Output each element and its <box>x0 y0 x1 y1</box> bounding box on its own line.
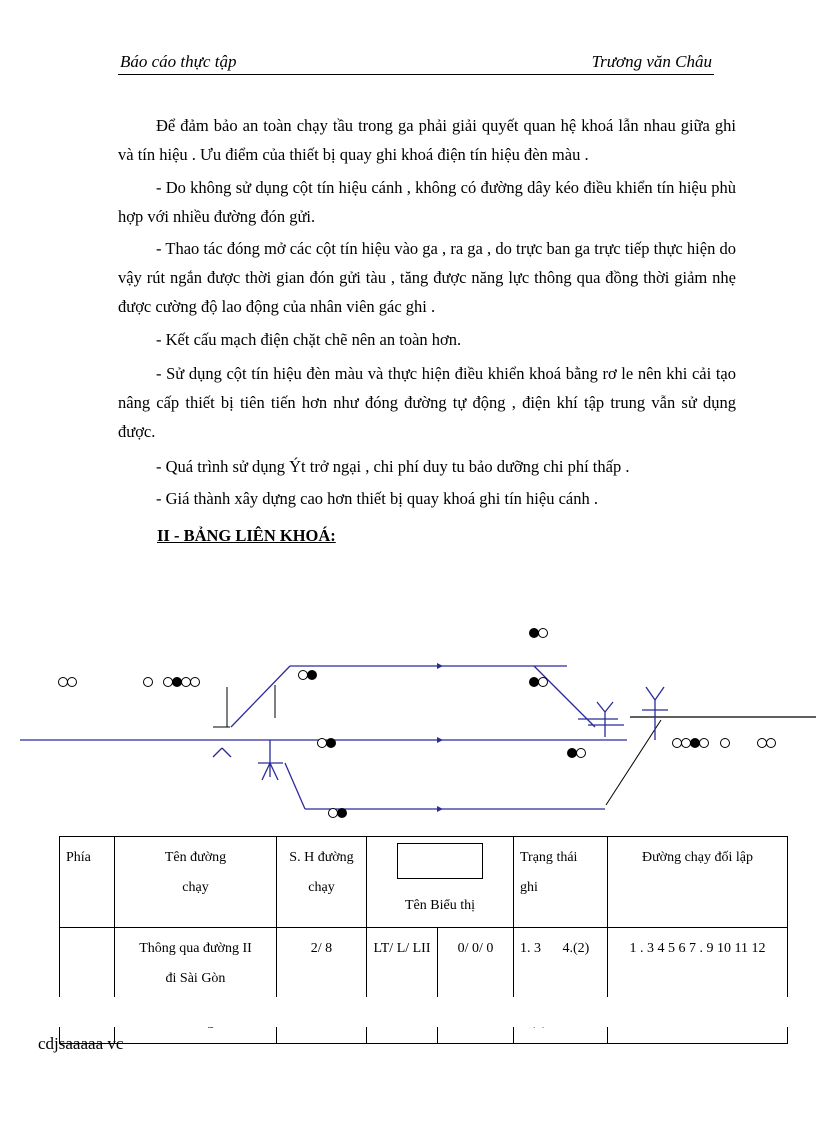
header-track-number-line2: chạy <box>308 880 335 895</box>
header-route-name <box>115 837 277 928</box>
signal-lamp-off <box>539 629 548 638</box>
header-signal-name: Tên <box>405 898 427 913</box>
signal-lamp-off <box>318 739 327 748</box>
signal-lamp-off <box>68 678 77 687</box>
signal-lamp-on <box>691 739 700 748</box>
upper-crossover-left <box>231 666 290 727</box>
header-signal <box>367 837 514 928</box>
signal-lamp-on <box>308 671 317 680</box>
page-break-gap <box>0 997 816 1027</box>
header-switch-state-2: thái <box>556 850 578 865</box>
header-title: Báo cáo thực tập <box>120 52 237 71</box>
signal-lamp-off <box>682 739 691 748</box>
paragraph-advantage-1: - Do không sử dụng cột tín hiệu cánh , không có đường dây kéo điều khiển tín hiệu phù hợp với nhiều đường đón gửi. <box>118 178 736 226</box>
paragraph-advantage-2: - Thao tác đóng mở các cột tín hiệu vào ga , ra ga , do trực ban ga trực tiếp thực hiện do vậy rút ngắn được thời gian đón gửi tàu , tăng được năng lực thông qua đồng thời giảm nhẹ được cường độ lao động của nhân viên gác ghi . <box>118 239 736 316</box>
row-switch <box>514 928 608 1001</box>
signal-lamp-on <box>338 809 347 818</box>
upper-crossover-right <box>534 666 595 727</box>
paragraph-advantage-5: - Quá trình sử dụng Ýt trở ngại , chi phí duy tu bảo dưỡng chi phí thấp . <box>156 457 630 476</box>
tracks <box>20 666 816 809</box>
signal-lamp-off <box>758 739 767 748</box>
station-track-diagram <box>0 615 816 825</box>
header-switch-state-3: ghi <box>520 880 538 895</box>
header-side: Phía <box>60 837 115 928</box>
signal-lamp-off <box>673 739 682 748</box>
signal-lamp-on <box>173 678 182 687</box>
switch-3-arm-b <box>605 702 613 712</box>
row-indication: 0/ 0/ 0 <box>438 928 514 1001</box>
switch-3-arm-a <box>597 702 605 712</box>
table-row <box>60 928 788 1001</box>
track-markers <box>437 663 443 812</box>
switch-4-arm-a <box>646 687 655 700</box>
signal-lamp-off <box>144 678 153 687</box>
row-switch-b: 4.(2) <box>562 941 590 956</box>
signal-lamp-on <box>568 749 577 758</box>
table-header-row <box>60 837 788 928</box>
switch-symbols <box>213 687 668 780</box>
row-route-line1: Thông qua đường II <box>139 941 252 956</box>
row-signal: LT/ L/ LII <box>367 928 438 1001</box>
header-track-number-line1: S. H đường <box>289 850 354 865</box>
header-route-name-line2: chạy <box>182 880 209 895</box>
header-switch-state-1: Trạng <box>520 850 553 865</box>
signal-lamp-off <box>721 739 730 748</box>
signal-lamp-off <box>164 678 173 687</box>
track-marker <box>437 663 443 669</box>
diagonal-lines <box>213 685 661 805</box>
signal-lamp-off <box>299 671 308 680</box>
row-switch-a: 1. 3 <box>520 941 541 956</box>
switch-2-arm-b <box>270 763 278 780</box>
signal-lamp-off <box>59 678 68 687</box>
page-footer: cdjsaaaaa vc <box>38 1034 124 1053</box>
header-track-number <box>277 837 367 928</box>
switch-1-arm-b <box>222 748 231 757</box>
paragraph-advantage-3: - Kết cấu mạch điện chặt chẽ nên an toàn hơn. <box>156 330 462 349</box>
signal-lamp-on <box>327 739 336 748</box>
page-header <box>118 52 714 75</box>
row-route-line2: đi Sài Gòn <box>165 971 226 986</box>
signal-lamp-off <box>539 678 548 687</box>
paragraph-advantage-4: - Sử dụng cột tín hiệu đèn màu và thực hiện điều khiển khoá bằng rơ le nên khi cải tạo nâng cấp thiết bị tiên tiến hơn như đóng đường tự động , điện khí tập trung vẫn sử dụng được. <box>118 364 736 441</box>
signal-lamp-off <box>767 739 776 748</box>
lower-right-diagonal <box>606 720 661 805</box>
header-signal-indication: Biểu thị <box>430 898 475 913</box>
signal-lamp-off <box>182 678 191 687</box>
signals <box>59 629 776 818</box>
track-marker <box>437 737 443 743</box>
header-route-name-line1: Tên đường <box>164 850 227 865</box>
header-author: Trương văn Châu <box>591 52 712 71</box>
lower-crossover <box>285 763 305 809</box>
signal-lamp-on <box>530 678 539 687</box>
paragraph-intro: Để đảm bảo an toàn chạy tầu trong ga phải giải quyết quan hệ khoá lẫn nhau giữa ghi và tín hiệu . Ưu điểm của thiết bị quay ghi khoá điện tín hiệu đèn màu . <box>118 116 736 164</box>
track-marker <box>437 806 443 812</box>
switch-4-arm-b <box>655 687 664 700</box>
section-heading: II - BẢNG LIÊN KHOÁ: <box>157 526 336 545</box>
signal-lamp-on <box>530 629 539 638</box>
paragraph-disadvantage: - Giá thành xây dựng cao hơn thiết bị quay khoá ghi tín hiệu cánh . <box>156 489 598 508</box>
signal-lamp-off <box>577 749 586 758</box>
header-blank-box <box>397 843 483 879</box>
row-conflict: 1 . 3 4 5 6 7 . 9 10 11 12 <box>608 928 788 1001</box>
header-conflict: Đường chạy đối lập <box>608 837 788 928</box>
signal-lamp-off <box>700 739 709 748</box>
signal-lamp-off <box>329 809 338 818</box>
switch-1-arm-a <box>213 748 222 757</box>
switch-2-arm-a <box>262 763 270 780</box>
row-track: 2/ 8 <box>277 928 367 1001</box>
header-switch-state <box>514 837 608 928</box>
signal-lamp-off <box>191 678 200 687</box>
row-route <box>115 928 277 1001</box>
